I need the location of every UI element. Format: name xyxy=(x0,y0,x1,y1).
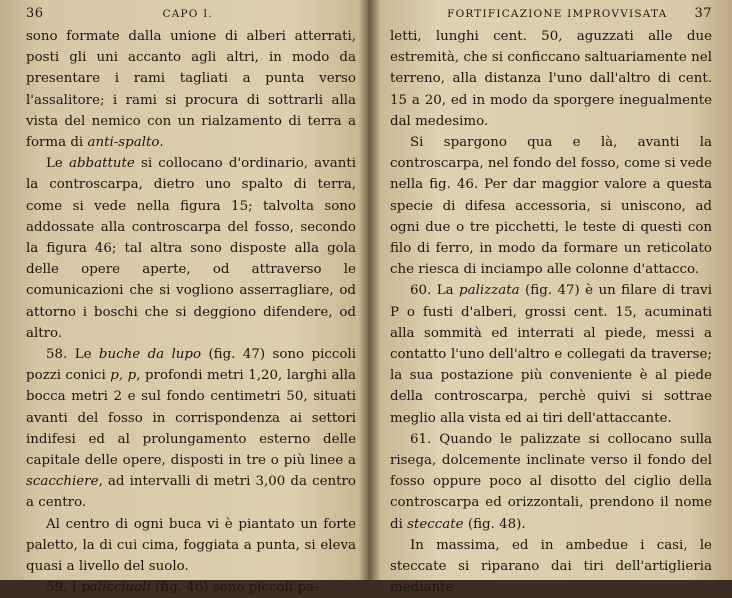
text-run: 58. Le xyxy=(46,347,99,363)
text-run: (fig. 48). xyxy=(463,516,526,532)
paragraph xyxy=(26,577,356,598)
text-run: , profondi metri 1,20, larghi alla bocca metri 2 e sul fondo centimetri 50, situati avanti del fosso in corrispondenza ai settori indifesi ed al prolungamento esterno delle capitale delle opere, disposti in tre o più linee a xyxy=(26,368,356,469)
left-running-head: CAPO I. xyxy=(162,8,214,20)
right-page-number: 37 xyxy=(694,6,712,21)
right-page-header xyxy=(390,6,712,26)
text-run: 60. La xyxy=(410,283,460,299)
text-run: Le xyxy=(46,156,69,172)
right-running-head: FORTIFICAZIONE IMPROVVISATA xyxy=(447,8,668,20)
italic-term: p, p xyxy=(110,368,137,384)
left-page-number: 36 xyxy=(26,6,44,21)
right-page xyxy=(370,0,732,596)
text-run: In massima, ed in ambedue i casi, le steccate si riparano dai tiri dell'artiglieria mediante xyxy=(390,537,712,596)
italic-term: palicciuoli xyxy=(81,580,151,596)
text-run: Si spargono qua e là, avanti la controscarpa, nel fondo del fosso, come si vede nella fig. 46. Per dar maggior valore a questa specie di difesa accessoria, si uniscono, ad ogni due o tre picchetti, le teste di questi con filo di ferro, in modo da formare un reticolato che riesca di inciampo alle colonne d'attacco. xyxy=(390,135,712,278)
paragraph xyxy=(26,514,356,578)
italic-term: anti-spalto xyxy=(87,135,160,151)
paragraph xyxy=(390,535,712,598)
text-run: . xyxy=(159,135,164,151)
italic-term: buche da lupo xyxy=(98,347,202,363)
right-page-body xyxy=(390,26,712,598)
italic-term: abbattute xyxy=(69,156,135,172)
text-run: Al centro di ogni buca vi è piantato un forte paletto, la di cui cima, foggiata a punta, si eleva quasi a livello del suolo. xyxy=(26,516,356,575)
paragraph xyxy=(26,344,356,514)
text-run: (fig. 47) sono piccoli pozzi conici xyxy=(26,347,356,384)
text-run: sono formate dalla unione di alberi atterrati, posti gli uni accanto agli altri, in modo da presentare i rami tagliati a punta verso l'assalitore; i rami si procura di sottrarli alla vista del nemico con un rialzamento di terra a forma di xyxy=(26,29,356,151)
italic-term: palizzata xyxy=(459,283,520,299)
paragraph xyxy=(390,280,712,428)
paragraph xyxy=(390,26,712,132)
italic-term: steccate xyxy=(407,516,464,532)
left-page xyxy=(0,0,366,596)
text-run: 59. I xyxy=(46,580,82,596)
paragraph xyxy=(390,429,712,535)
paragraph xyxy=(26,26,356,153)
text-run: 61. Quando le palizzate si collocano sulla risega, dolcemente inclinate verso il fondo del fosso oppure poco al disotto del ciglio della controscarpa ed orizzontali, prendono il nome di xyxy=(390,431,712,532)
paragraph xyxy=(390,132,712,280)
paragraph xyxy=(26,153,356,344)
text-run: , ad intervalli di metri 3,00 da centro a centro. xyxy=(26,474,356,511)
text-run: letti, lunghi cent. 50, aguzzati alle due estremità, che si conficcano saltuariamente nel terreno, alla distanza l'uno dall'altro di cent. 15 a 20, ed in modo da sporgere inegualmente dal medesimo. xyxy=(390,29,712,129)
text-run: (fig. 47) è un filare di travi P o fusti d'alberi, grossi cent. 15, acuminati alla sommità ed interrati al piede, messi a contatto l'uno dell'altro e collegati da traverse; la sua postazione più conveniente è al piede della controscarpa, perchè quivi si sottrae meglio alla vista ed ai tiri dell'attaccante. xyxy=(390,283,712,426)
text-run: si collocano d'ordinario, avanti la controscarpa, dietro uno spalto di terra, come si vede nella figura 15; talvolta sono addossate alla controscarpa del fosso, secondo la figura 46; tal altra sono disposte alla gola delle opere aperte, od attraverso le comunicazioni che si vogliono asserragliare, od attorno i boschi che si deggiono difendere, od altro. xyxy=(26,156,357,341)
text-run: (fig. 46) sono piccoli pa- xyxy=(150,580,319,596)
left-page-header xyxy=(26,6,356,26)
italic-term: scacchiere xyxy=(26,474,99,490)
left-page-body xyxy=(26,26,356,598)
